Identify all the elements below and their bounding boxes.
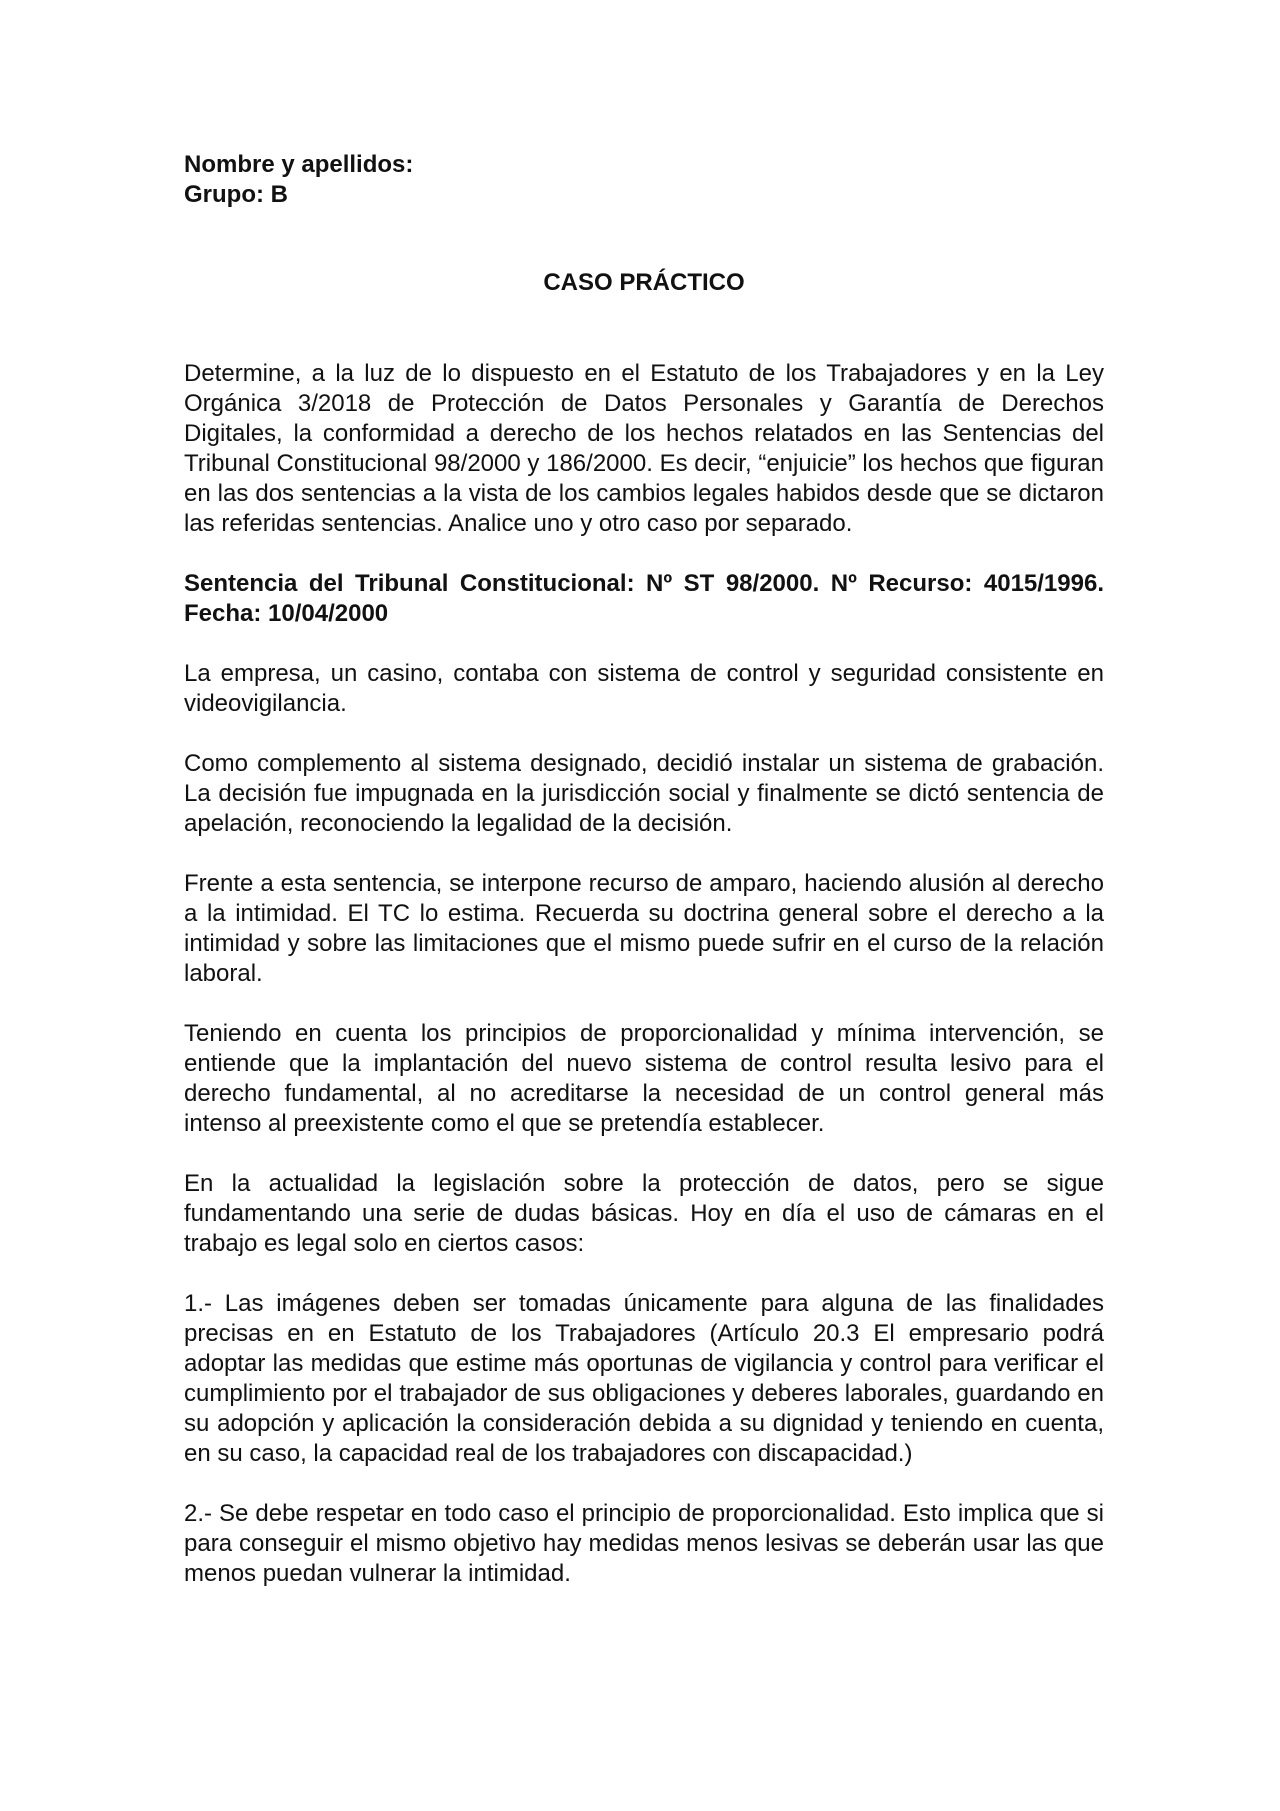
body-paragraph: La empresa, un casino, contaba con sistema de control y seguridad consistente en videovigilancia. xyxy=(184,660,1104,717)
sentence-heading: Sentencia del Tribunal Constitucional: Nº ST 98/2000. Nº Recurso: 4015/1996. Fecha: 10/04/2000 xyxy=(184,570,1104,627)
document-title: CASO PRÁCTICO xyxy=(543,269,745,296)
document-header xyxy=(184,150,1104,210)
body-paragraph: Teniendo en cuenta los principios de proporcionalidad y mínima intervención, se entiende que la implantación del nuevo sistema de control resulta lesivo para el derecho fundamental, al no acreditarse la necesidad de un control general más intenso al preexistente como el que se pretendía establecer. xyxy=(184,1020,1104,1137)
body-paragraph: En la actualidad la legislación sobre la protección de datos, pero se sigue fundamentando una serie de dudas básicas. Hoy en día el uso de cámaras en el trabajo es legal solo en ciertos casos: xyxy=(184,1170,1104,1257)
intro-paragraph: Determine, a la luz de lo dispuesto en el Estatuto de los Trabajadores y en la Ley Orgánica 3/2018 de Protección de Datos Personales y Garantía de Derechos Digitales, la conformidad a derecho de los hechos relatados en las Sentencias del Tribunal Constitucional 98/2000 y 186/2000. Es decir, “enjuicie” los hechos que figuran en las dos sentencias a la vista de los cambios legales habidos desde que se dictaron las referidas sentencias. Analice uno y otro caso por separado. xyxy=(184,360,1104,537)
numbered-paragraph-1: 1.- Las imágenes deben ser tomadas únicamente para alguna de las finalidades precisas en en Estatuto de los Trabajadores (Artículo 20.3 El empresario podrá adoptar las medidas que estime más oportunas de vigilancia y control para verificar el cumplimiento por el trabajador de sus obligaciones y deberes laborales, guardando en su adopción y aplicación la consideración debida a su dignidad y teniendo en cuenta, en su caso, la capacidad real de los trabajadores con discapacidad.) xyxy=(184,1290,1104,1467)
group-label: Grupo: B xyxy=(184,181,288,208)
body-paragraph: Como complemento al sistema designado, decidió instalar un sistema de grabación. La decisión fue impugnada en la jurisdicción social y finalmente se dictó sentencia de apelación, reconociendo la legalidad de la decisión. xyxy=(184,750,1104,837)
numbered-paragraph-2: 2.- Se debe respetar en todo caso el principio de proporcionalidad. Esto implica que si para conseguir el mismo objetivo hay medidas menos lesivas se deberán usar las que menos puedan vulnerar la intimidad. xyxy=(184,1500,1104,1587)
document-page xyxy=(184,150,1104,1619)
name-label: Nombre y apellidos: xyxy=(184,151,414,178)
body-paragraph: Frente a esta sentencia, se interpone recurso de amparo, haciendo alusión al derecho a la intimidad. El TC lo estima. Recuerda su doctrina general sobre el derecho a la intimidad y sobre las limitaciones que el mismo puede sufrir en el curso de la relación laboral. xyxy=(184,870,1104,987)
